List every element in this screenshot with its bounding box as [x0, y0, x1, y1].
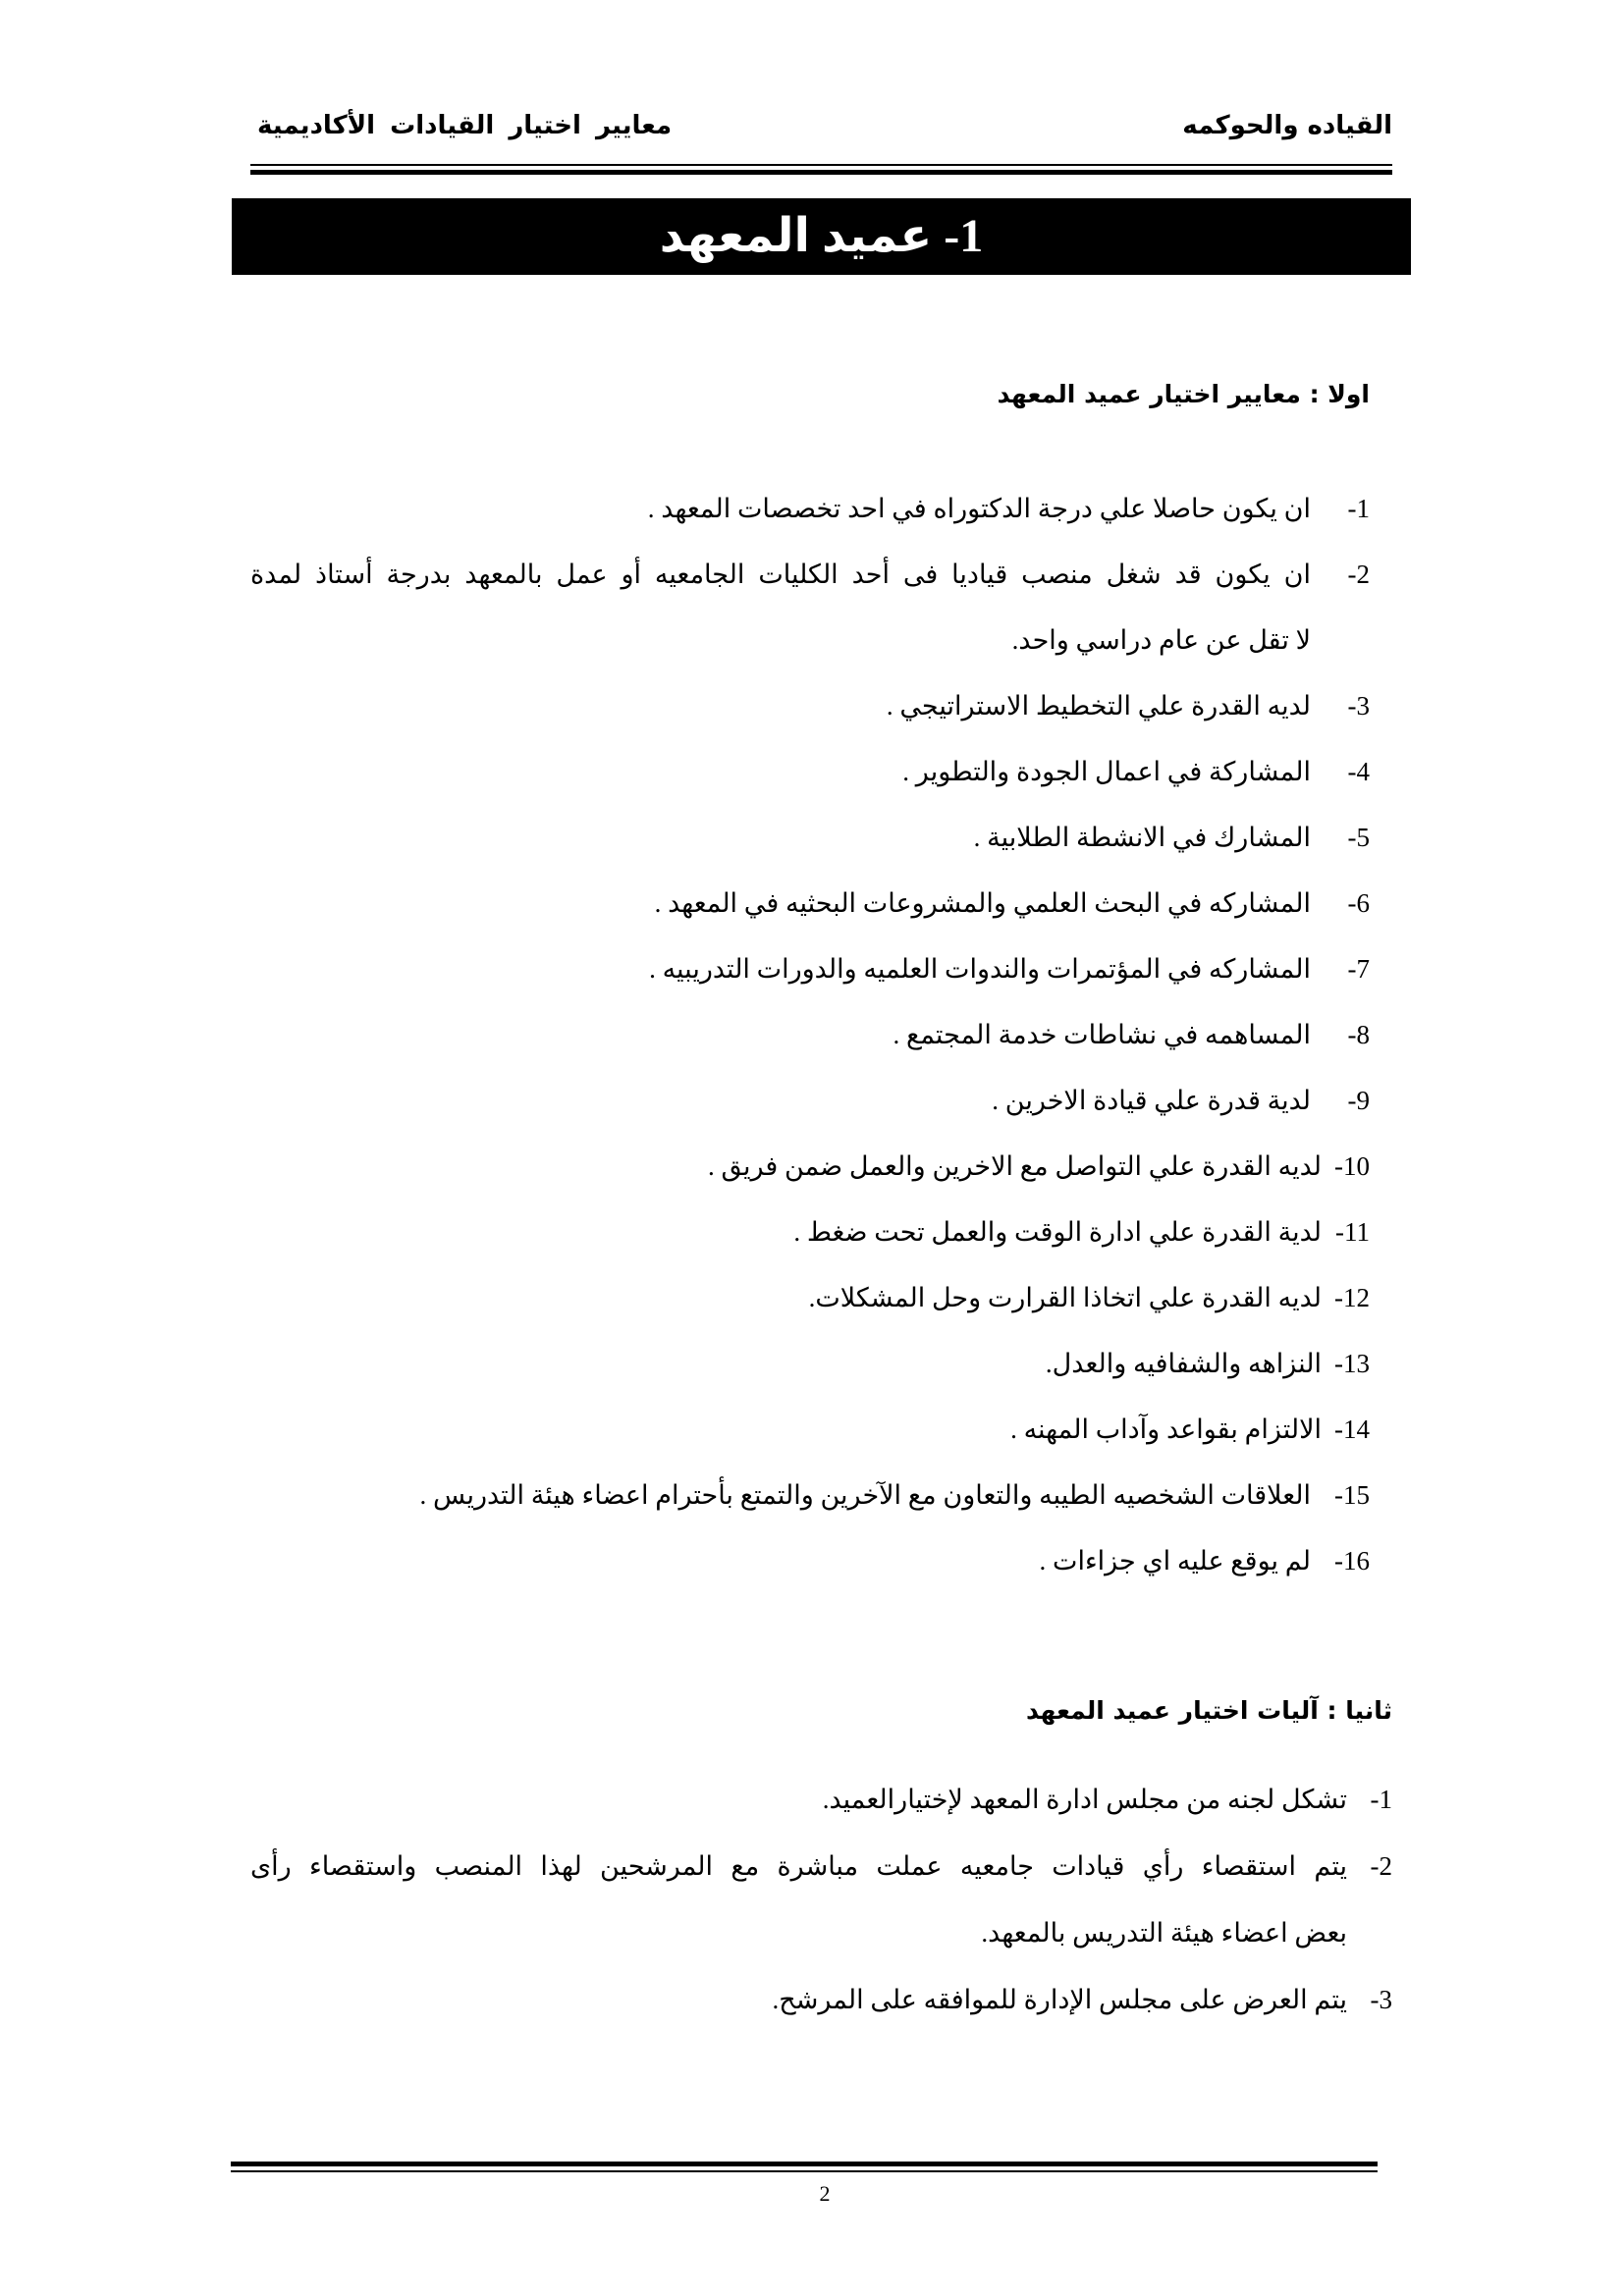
page-number: 2: [819, 2181, 831, 2206]
item-text: المشاركه في المؤتمرات والندوات العلميه والدورات التدريبيه .: [649, 954, 1311, 984]
list-item: [250, 1766, 1392, 1833]
list-item: [250, 1833, 1392, 1966]
item-number: 3-: [1370, 1984, 1392, 2014]
list-item: [250, 1200, 1370, 1265]
criteria-list: [250, 476, 1370, 1594]
item-text: النزاهه والشفافيه والعدل.: [1045, 1349, 1322, 1378]
item-number: 6-: [1347, 888, 1370, 918]
item-number: 16-: [1334, 1546, 1370, 1575]
mechanisms-list: [250, 1766, 1392, 2033]
list-item: [250, 1002, 1370, 1068]
item-text-line: يتم استقصاء رأي قيادات جامعيه عملت مباشرة مع المرشحين لهذا المنصب واستقصاء رأى: [250, 1850, 1347, 1881]
item-number: 8-: [1347, 1020, 1370, 1049]
item-text: لديه القدرة علي اتخاذا القرارت وحل المشكلات.: [808, 1283, 1322, 1312]
item-number: 4-: [1347, 757, 1370, 786]
item-text: لديه القدرة علي التخطيط الاستراتيجي .: [886, 691, 1311, 721]
item-text: العلاقات الشخصيه الطيبه والتعاون مع الآخرين والتمتع بأحترام اعضاء هيئة التدريس .: [419, 1480, 1311, 1510]
list-item: [250, 1528, 1370, 1594]
item-text: يتم العرض على مجلس الإدارة للموافقه على المرشح.: [772, 1984, 1347, 2014]
item-text-line: لا تقل عن عام دراسي واحد.: [1011, 625, 1311, 655]
page-title: 1- عميد المعهد: [659, 210, 984, 262]
item-number: 15-: [1334, 1480, 1370, 1510]
item-text: المشاركه في البحث العلمي والمشروعات البحثيه في المعهد .: [654, 888, 1311, 918]
list-item: [250, 1463, 1370, 1528]
item-number: 1-: [1347, 494, 1370, 523]
header-rule-thick: [250, 170, 1392, 175]
section-heading-criteria: اولا : معايير اختيار عميد المعهد: [997, 380, 1370, 408]
item-text: لدية قدرة علي قيادة الاخرين .: [992, 1086, 1311, 1115]
item-text: الالتزام بقواعد وآداب المهنه .: [1010, 1415, 1322, 1444]
item-text: المشارك في الانشطة الطلابية .: [973, 823, 1311, 852]
item-number: 3-: [1347, 691, 1370, 721]
title-bar: [232, 198, 1411, 275]
list-item: [250, 1265, 1370, 1331]
list-item: [250, 1134, 1370, 1200]
item-number: 1-: [1370, 1784, 1392, 1814]
list-item: [250, 936, 1370, 1002]
item-text: المشاركة في اعمال الجودة والتطوير .: [902, 757, 1311, 786]
item-text-line: بعض اعضاء هيئة التدريس بالمعهد.: [981, 1917, 1347, 1948]
item-number: 12-: [1334, 1283, 1370, 1312]
footer-rule-thin: [231, 2170, 1378, 2172]
list-item: [250, 1068, 1370, 1134]
item-number: 14-: [1334, 1415, 1370, 1444]
item-number: 2-: [1347, 560, 1370, 589]
list-item: [250, 1966, 1392, 2033]
item-number: 11-: [1335, 1217, 1370, 1247]
item-number: 10-: [1334, 1151, 1370, 1181]
list-item: [250, 1397, 1370, 1463]
item-number: 5-: [1347, 823, 1370, 852]
item-number: 13-: [1334, 1349, 1370, 1378]
footer-rule-thick: [231, 2162, 1378, 2166]
header-document-title: القياده والحوكمه: [1182, 111, 1392, 140]
list-item: [250, 542, 1370, 673]
list-item: [250, 476, 1370, 542]
item-text: المساهمه في نشاطات خدمة المجتمع .: [893, 1020, 1311, 1049]
section-heading-mechanisms: ثانيا : آليات اختيار عميد المعهد: [1026, 1696, 1392, 1725]
item-number: 7-: [1347, 954, 1370, 984]
list-item: [250, 673, 1370, 739]
item-text: لدية القدرة علي ادارة الوقت والعمل تحت ضغط .: [793, 1217, 1322, 1247]
list-item: [250, 739, 1370, 805]
item-number: 9-: [1347, 1086, 1370, 1115]
item-text: لم يوقع عليه اي جزاءات .: [1039, 1546, 1311, 1575]
item-number: 2-: [1370, 1850, 1392, 1881]
header-chapter-title: معايير اختيار القيادات الأكاديمية: [257, 111, 673, 140]
item-text-line: ان يكون قد شغل منصب قياديا فى أحد الكليات الجامعيه أو عمل بالمعهد بدرجة أستاذ لمدة: [250, 560, 1311, 589]
item-text: تشكل لجنه من مجلس ادارة المعهد لإختيارالعميد.: [822, 1784, 1347, 1814]
list-item: [250, 871, 1370, 936]
header-rule-thin: [250, 164, 1392, 166]
list-item: [250, 1331, 1370, 1397]
list-item: [250, 805, 1370, 871]
item-text: ان يكون حاصلا علي درجة الدكتوراه في احد تخصصات المعهد .: [647, 494, 1311, 523]
item-text: لديه القدرة علي التواصل مع الاخرين والعمل ضمن فريق .: [707, 1151, 1322, 1181]
